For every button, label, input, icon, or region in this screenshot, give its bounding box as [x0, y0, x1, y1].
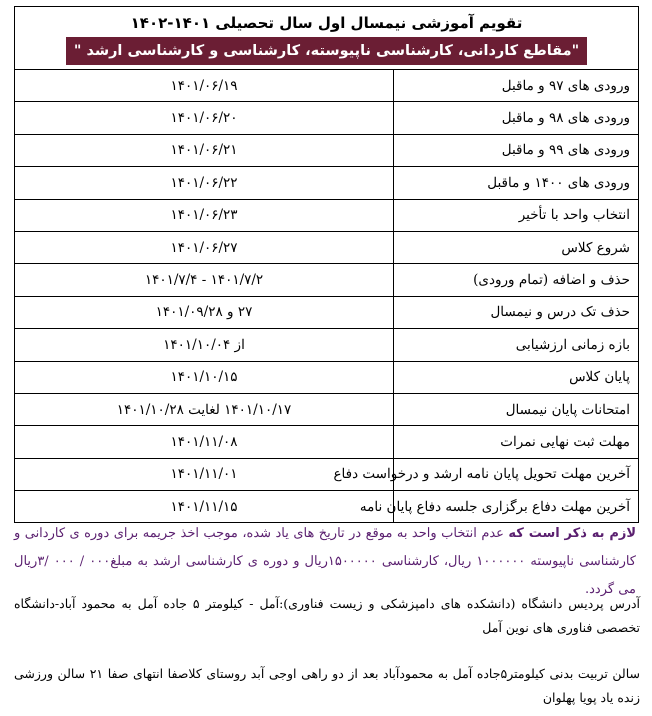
row-label: حذف تک درس و نیمسال — [394, 296, 639, 328]
campus-address: آدرس پردیس دانشگاه (دانشکده های دامپزشکی و زیست فناوری):آمل - کیلومتر ۵ جاده آمل به محمود آباد-دانشگاه تخصصی فناوری های نوین آمل — [14, 596, 640, 635]
table-row — [15, 329, 638, 361]
table-row — [15, 264, 638, 296]
row-date: ۱۴۰۱/۰۶/۲۱ — [15, 134, 394, 166]
table-row — [15, 167, 638, 199]
row-date: ۱۴۰۱/۱۰/۱۵ — [15, 361, 394, 393]
table-row — [15, 458, 638, 490]
table-row — [15, 426, 638, 458]
row-label: ورودی های ۹۹ و ماقبل — [394, 134, 639, 166]
table-header — [15, 7, 638, 70]
table-row — [15, 296, 638, 328]
calendar-table — [14, 6, 639, 523]
row-label: آخرین مهلت تحویل پایان نامه ارشد و درخواست دفاع — [394, 458, 639, 490]
table-row — [15, 361, 638, 393]
table-row — [15, 134, 638, 166]
note-emphasis: لازم به ذکر است که — [508, 526, 637, 541]
row-date: ۱۴۰۱/۰۶/۲۷ — [15, 231, 394, 263]
row-label: آخرین مهلت دفاع برگزاری جلسه دفاع پایان نامه — [394, 491, 639, 523]
row-label: بازه زمانی ارزشیابی — [394, 329, 639, 361]
row-date: ۲۷ و ۱۴۰۱/۰۹/۲۸ — [15, 296, 394, 328]
row-label: امتحانات پایان نیمسال — [394, 393, 639, 425]
row-date: ۱۴۰۱/۰۶/۲۰ — [15, 102, 394, 134]
note-text: عدم انتخاب واحد به موقع در تاریخ های یاد شده، موجب اخذ جریمه برای دوره ی کاردانی و کارشناسی ناپیوسته ۱۰۰۰۰۰۰ ریال، کارشناسی ۱۵۰۰۰۰۰ریال و دوره ی کارشناسی ارشد به مبلغ۰۰۰ / ۰۰۰ /۳ریال می گردد. — [14, 526, 636, 597]
schedule-table — [15, 70, 638, 522]
row-label: پایان کلاس — [394, 361, 639, 393]
schedule-body — [15, 70, 638, 522]
row-label: مهلت ثبت نهایی نمرات — [394, 426, 639, 458]
row-date: ۱۴۰۱/۷/۲ - ۱۴۰۱/۷/۴ — [15, 264, 394, 296]
table-row — [15, 70, 638, 102]
row-date: ۱۴۰۱/۰۶/۲۲ — [15, 167, 394, 199]
subtitle-banner: "مقاطع کاردانی، کارشناسی ناپیوسته، کارشناسی و کارشناسی ارشد " — [66, 37, 587, 65]
gym-address: سالن تربیت بدنی کیلومتر۵جاده آمل به محمودآباد بعد از دو راهی اوجی آبد روستای کلاصفا انتهای صفا ۲۱ سالن ورزشی زنده یاد پویا پهلوان — [14, 666, 640, 705]
table-row — [15, 393, 638, 425]
row-label: ورودی های ۱۴۰۰ و ماقبل — [394, 167, 639, 199]
table-row — [15, 491, 638, 523]
page-title: تقویم آموزشی نیمسال اول سال تحصیلی ۱۴۰۱-۱۴۰۲ — [130, 14, 523, 32]
row-date: ۱۴۰۱/۱۱/۰۸ — [15, 426, 394, 458]
row-date: ۱۴۰۱/۰۶/۲۳ — [15, 199, 394, 231]
table-row — [15, 199, 638, 231]
table-row — [15, 231, 638, 263]
row-label: انتخاب واحد با تأخیر — [394, 199, 639, 231]
row-label: حذف و اضافه (تمام ورودی) — [394, 264, 639, 296]
row-label: شروع کلاس — [394, 231, 639, 263]
row-date: از ۱۴۰۱/۱۰/۰۴ — [15, 329, 394, 361]
row-date: ۱۴۰۱/۰۶/۱۹ — [15, 70, 394, 102]
row-label: ورودی های ۹۸ و ماقبل — [394, 102, 639, 134]
row-date: ۱۴۰۱/۱۱/۰۱ — [15, 458, 394, 490]
row-label: ورودی های ۹۷ و ماقبل — [394, 70, 639, 102]
table-row — [15, 102, 638, 134]
row-date: ۱۴۰۱/۱۰/۱۷ لغایت ۱۴۰۱/۱۰/۲۸ — [15, 393, 394, 425]
row-date: ۱۴۰۱/۱۱/۱۵ — [15, 491, 394, 523]
